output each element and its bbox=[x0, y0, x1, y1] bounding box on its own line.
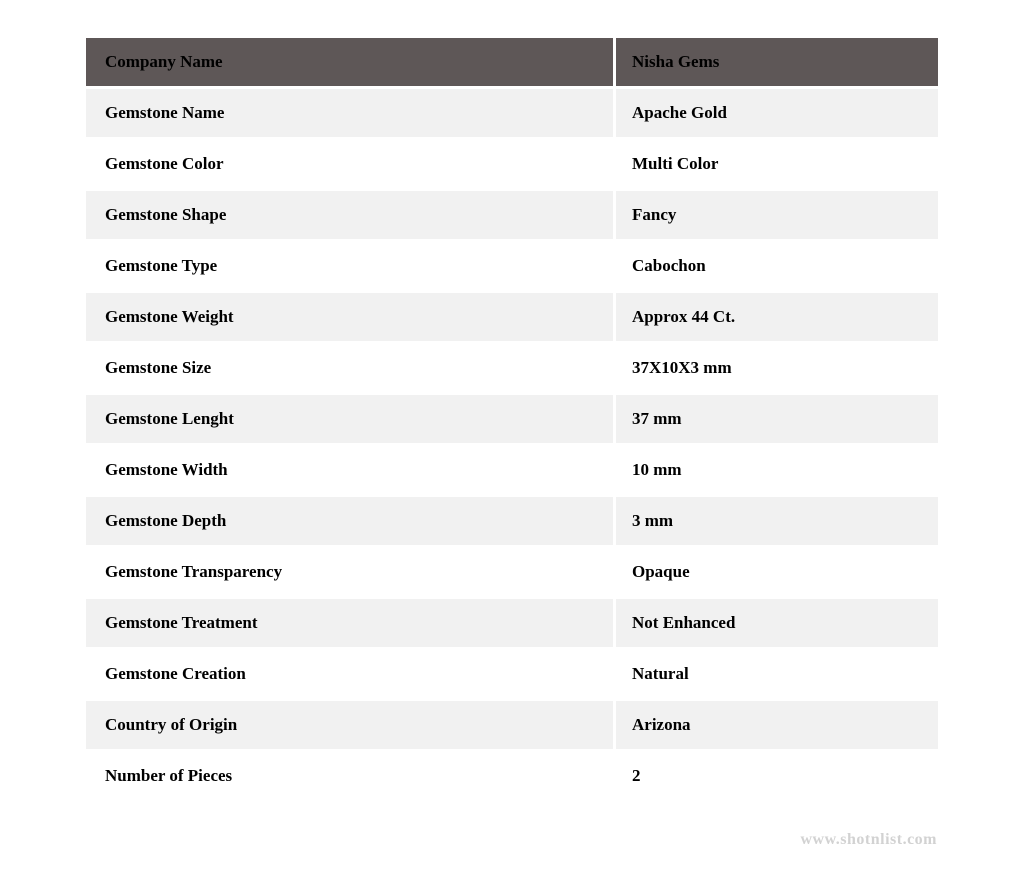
row-label: Gemstone Depth bbox=[86, 497, 613, 545]
row-value: Fancy bbox=[616, 191, 938, 239]
row-value: 10 mm bbox=[616, 446, 938, 494]
row-label: Gemstone Transparency bbox=[86, 548, 613, 596]
header-company-name-label: Company Name bbox=[86, 38, 613, 86]
table-body bbox=[86, 89, 938, 800]
table-row bbox=[86, 446, 938, 494]
table-row bbox=[86, 293, 938, 341]
row-label: Gemstone Type bbox=[86, 242, 613, 290]
row-label: Gemstone Lenght bbox=[86, 395, 613, 443]
row-value: Cabochon bbox=[616, 242, 938, 290]
row-label: Country of Origin bbox=[86, 701, 613, 749]
table-row bbox=[86, 242, 938, 290]
row-value: Natural bbox=[616, 650, 938, 698]
row-value: Multi Color bbox=[616, 140, 938, 188]
row-label: Gemstone Width bbox=[86, 446, 613, 494]
row-value: Approx 44 Ct. bbox=[616, 293, 938, 341]
table-row bbox=[86, 395, 938, 443]
gemstone-spec-table bbox=[83, 35, 941, 803]
table-row bbox=[86, 701, 938, 749]
table-row bbox=[86, 497, 938, 545]
table-row bbox=[86, 344, 938, 392]
row-label: Gemstone Creation bbox=[86, 650, 613, 698]
watermark-text: www.shotnlist.com bbox=[800, 831, 937, 848]
table-row bbox=[86, 599, 938, 647]
row-label: Gemstone Shape bbox=[86, 191, 613, 239]
row-label: Gemstone Name bbox=[86, 89, 613, 137]
table-row bbox=[86, 89, 938, 137]
row-value: Arizona bbox=[616, 701, 938, 749]
table-row bbox=[86, 140, 938, 188]
row-label: Gemstone Size bbox=[86, 344, 613, 392]
table-row bbox=[86, 752, 938, 800]
row-label: Gemstone Treatment bbox=[86, 599, 613, 647]
row-value: Not Enhanced bbox=[616, 599, 938, 647]
table-row bbox=[86, 191, 938, 239]
row-label: Number of Pieces bbox=[86, 752, 613, 800]
row-value: Opaque bbox=[616, 548, 938, 596]
table-header-row bbox=[86, 38, 938, 86]
row-label: Gemstone Color bbox=[86, 140, 613, 188]
row-label: Gemstone Weight bbox=[86, 293, 613, 341]
table-row bbox=[86, 548, 938, 596]
row-value: 37X10X3 mm bbox=[616, 344, 938, 392]
table-row bbox=[86, 650, 938, 698]
header-company-name-value: Nisha Gems bbox=[616, 38, 938, 86]
row-value: 2 bbox=[616, 752, 938, 800]
row-value: 3 mm bbox=[616, 497, 938, 545]
row-value: Apache Gold bbox=[616, 89, 938, 137]
row-value: 37 mm bbox=[616, 395, 938, 443]
